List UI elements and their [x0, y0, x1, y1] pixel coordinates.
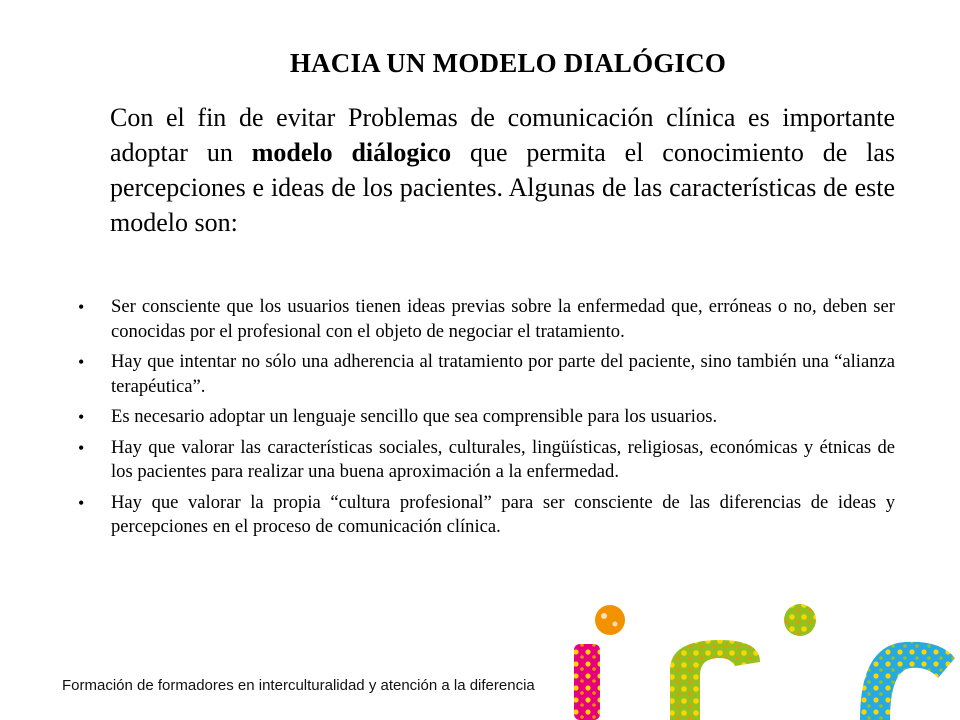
- footer-caption: Formación de formadores en interculturalidad y atención a la diferencia: [62, 677, 535, 694]
- deco-letter-pink: [574, 644, 600, 720]
- intro-text-bold: modelo diálogico: [251, 138, 452, 167]
- bullet-list: [68, 295, 895, 546]
- intro-text-before: Con el fin de evitar Problemas de comunicación clínica es importante adoptar un: [110, 103, 895, 167]
- bullet-text: Hay que valorar la propia “cultura profesional” para ser consciente de las diferencias de ideas y percepciones en el proceso de comunicación clínica.: [111, 491, 895, 537]
- bullet-glyph: •: [78, 352, 85, 372]
- bullet-glyph: •: [78, 407, 85, 427]
- bullet-glyph: •: [78, 297, 85, 317]
- deco-dot-green: [784, 604, 816, 636]
- bullet-glyph: •: [78, 437, 85, 458]
- bullet-text: Hay que valorar las características sociales, culturales, lingüísticas, religiosas, económicas y étnicas de los pacientes para realizar una buena aproximación a la enfermedad.: [111, 436, 895, 482]
- bullet-text: Ser consciente que los usuarios tienen ideas previas sobre la enfermedad que, erróneas o no, deben ser conocidas por el profesional con el objeto de negociar el tratamiento.: [111, 296, 895, 342]
- bullet-item: [68, 295, 895, 344]
- intro-paragraph: [110, 100, 895, 240]
- deco-letter-green: [670, 640, 760, 720]
- bullet-item: [68, 436, 895, 485]
- decorative-dotted-letters-logo: [560, 600, 960, 720]
- bullet-item: [68, 491, 895, 540]
- deco-dot-orange: [595, 605, 625, 635]
- bullet-text: Es necesario adoptar un lenguaje sencillo que sea comprensible para los usuarios.: [111, 406, 718, 427]
- intro-text-after: que permita el conocimiento de las percepciones e ideas de los pacientes. Algunas de las características de este modelo son:: [110, 138, 895, 237]
- slide-title: HACIA UN MODELO DIALÓGICO: [289, 48, 727, 78]
- bullet-item: [68, 350, 895, 399]
- bullet-glyph: •: [78, 492, 85, 513]
- bullet-text: Hay que intentar no sólo una adherencia al tratamiento por parte del paciente, sino también una “alianza terapéutica”.: [111, 351, 895, 397]
- deco-letter-blue: [860, 642, 955, 720]
- bullet-item: [68, 405, 895, 430]
